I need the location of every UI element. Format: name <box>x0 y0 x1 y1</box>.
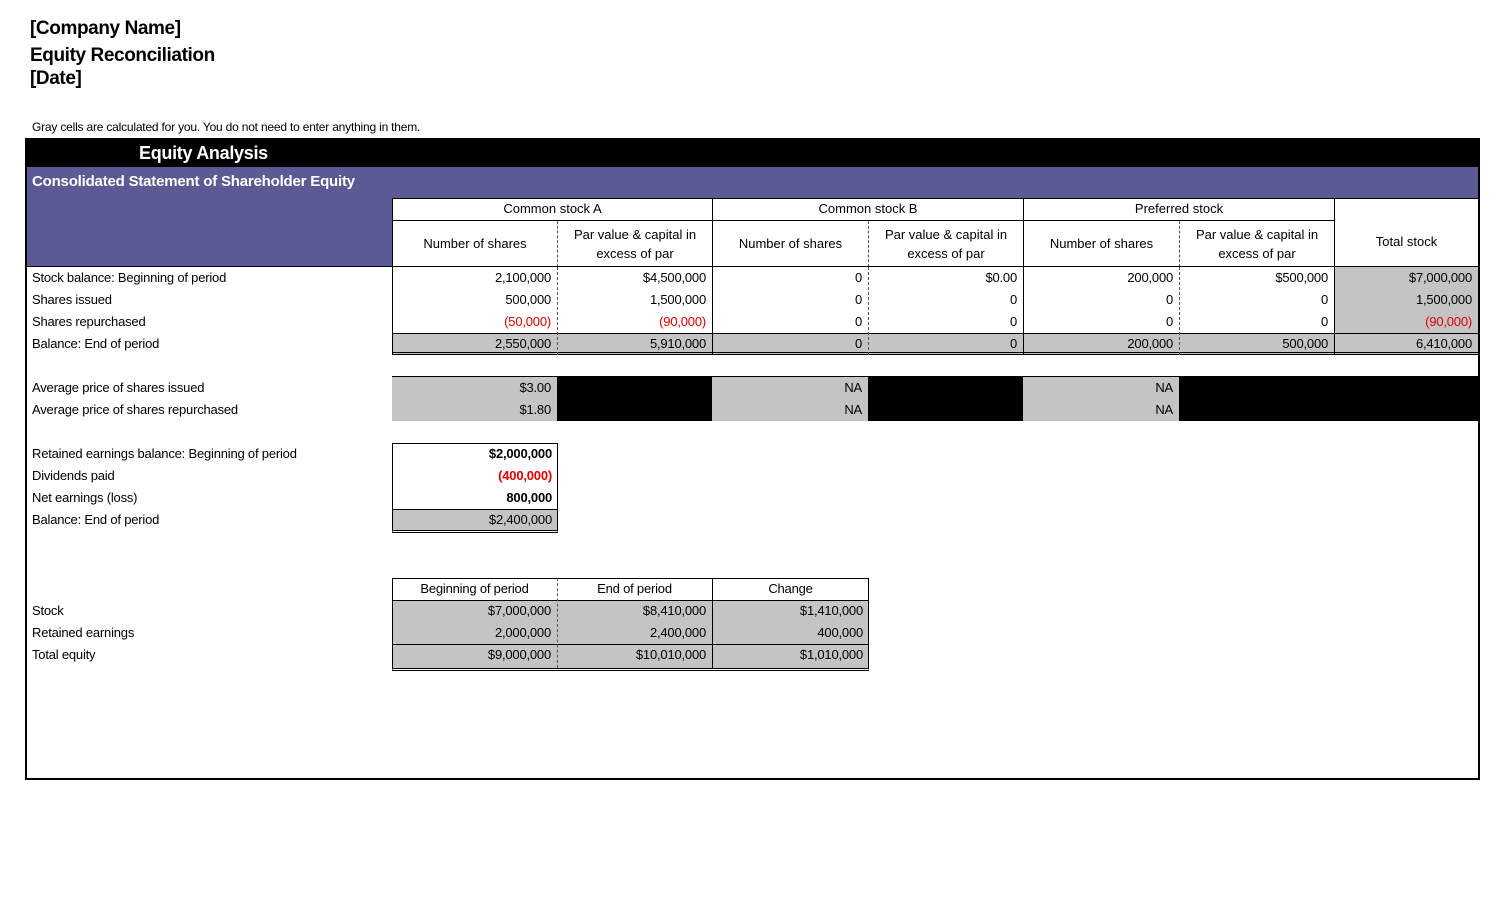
retained-begin-value[interactable]: $2,000,000 <box>488 446 552 461</box>
retained-row-label: Dividends paid <box>32 468 115 483</box>
stmt-cell[interactable]: (50,000) <box>504 314 551 329</box>
stmt-cell: 0 <box>854 336 862 351</box>
gray-cells-note: Gray cells are calculated for you. You do not need to enter anything in them. <box>32 120 421 134</box>
summary-cell: $1,010,000 <box>799 647 863 662</box>
equity-summary-section <box>27 578 877 673</box>
retained-row-label: Balance: End of period <box>32 512 160 527</box>
col-header-par-a: Par value & capital in excess of par <box>557 221 712 267</box>
col-header-par-p: Par value & capital in excess of par <box>1179 221 1334 267</box>
summary-cell: 2,000,000 <box>494 625 551 640</box>
stmt-cell[interactable]: 0 <box>1165 314 1173 329</box>
avg-price-a: $3.00 <box>519 380 551 395</box>
summary-cell: $10,010,000 <box>635 647 706 662</box>
stmt-cell: 5,910,000 <box>649 336 706 351</box>
col-header-shares-p: Number of shares <box>1023 221 1179 267</box>
summary-cell: 400,000 <box>817 625 863 640</box>
stmt-cell[interactable]: 0 <box>854 270 862 285</box>
statement-subtitle: Consolidated Statement of Shareholder Equity <box>27 167 1478 198</box>
stmt-cell: 200,000 <box>1127 336 1173 351</box>
summary-cell: $8,410,000 <box>642 603 706 618</box>
avg-price-b: NA <box>844 402 862 417</box>
stmt-cell: 500,000 <box>1282 336 1328 351</box>
retained-row-label: Retained earnings balance: Beginning of period <box>32 446 297 461</box>
col-header-total: Total stock <box>1334 199 1478 267</box>
report-date: [Date] <box>30 68 82 89</box>
stmt-row-label: Stock balance: Beginning of period <box>32 270 227 285</box>
report-title: Equity Reconciliation <box>30 45 215 66</box>
col-header-shares-a: Number of shares <box>392 221 557 267</box>
avg-row-label: Average price of shares repurchased <box>32 402 238 417</box>
summary-cell: 2,400,000 <box>649 625 706 640</box>
summary-row-label: Retained earnings <box>32 625 135 640</box>
stmt-cell[interactable]: 2,100,000 <box>494 270 551 285</box>
stmt-row-label: Shares issued <box>32 292 112 307</box>
stmt-cell[interactable]: (90,000) <box>659 314 706 329</box>
avg-price-a: $1.80 <box>519 402 551 417</box>
summary-row-label: Stock <box>32 603 64 618</box>
net-earnings-value[interactable]: 800,000 <box>506 490 552 505</box>
stmt-cell: 2,550,000 <box>494 336 551 351</box>
blacked-out-cells <box>1179 377 1478 421</box>
equity-analysis-title: Equity Analysis <box>27 140 1478 167</box>
stmt-cell[interactable]: 0 <box>1009 292 1017 307</box>
average-price-section <box>27 377 1478 421</box>
stmt-row-label: Shares repurchased <box>32 314 146 329</box>
avg-price-b: NA <box>844 380 862 395</box>
stmt-cell[interactable]: 200,000 <box>1127 270 1173 285</box>
stmt-cell[interactable]: 0 <box>1320 292 1328 307</box>
blacked-out-cells <box>557 377 712 421</box>
section-separator <box>392 356 1478 377</box>
equity-analysis-sheet <box>25 138 1480 780</box>
summary-cell: $7,000,000 <box>487 603 551 618</box>
avg-price-p: NA <box>1155 380 1173 395</box>
summary-row-label: Total equity <box>32 647 96 662</box>
col-header-shares-b: Number of shares <box>712 221 868 267</box>
statement-column-headers <box>392 198 1478 266</box>
avg-price-p: NA <box>1155 402 1173 417</box>
statement-body <box>27 266 1478 356</box>
stmt-cell[interactable]: 0 <box>854 314 862 329</box>
stmt-cell[interactable]: $500,000 <box>1275 270 1328 285</box>
summary-col-header: Beginning of period <box>420 581 529 596</box>
blacked-out-cells <box>868 377 1023 421</box>
summary-col-header: End of period <box>597 581 672 596</box>
retained-end-value: $2,400,000 <box>488 512 552 527</box>
stmt-cell[interactable]: 0 <box>1320 314 1328 329</box>
stmt-total-cell: 1,500,000 <box>1415 292 1472 307</box>
summary-col-header: Change <box>768 581 813 596</box>
stmt-cell[interactable]: $4,500,000 <box>642 270 706 285</box>
summary-cell: $1,410,000 <box>799 603 863 618</box>
stmt-cell[interactable]: 0 <box>1165 292 1173 307</box>
stmt-cell[interactable]: 0 <box>1009 314 1017 329</box>
group-header-preferred: Preferred stock <box>1023 199 1334 221</box>
retained-row-label: Net earnings (loss) <box>32 490 138 505</box>
statement-header-block <box>27 198 392 266</box>
avg-row-label: Average price of shares issued <box>32 380 205 395</box>
stmt-cell[interactable]: 0 <box>854 292 862 307</box>
stmt-row-label: Balance: End of period <box>32 336 160 351</box>
stmt-total-cell: $7,000,000 <box>1408 270 1472 285</box>
stmt-cell: 0 <box>1009 336 1017 351</box>
group-header-common-b: Common stock B <box>712 199 1023 221</box>
stmt-cell[interactable]: 1,500,000 <box>649 292 706 307</box>
stmt-cell[interactable]: 500,000 <box>505 292 551 307</box>
stmt-total-cell: (90,000) <box>1425 314 1472 329</box>
stmt-total-cell: 6,410,000 <box>1415 336 1472 351</box>
company-name: [Company Name] <box>30 18 181 39</box>
group-header-common-a: Common stock A <box>392 199 712 221</box>
col-header-par-b: Par value & capital in excess of par <box>868 221 1023 267</box>
retained-earnings-section <box>27 443 567 535</box>
dividends-value[interactable]: (400,000) <box>498 468 552 483</box>
stmt-cell[interactable]: $0.00 <box>985 270 1017 285</box>
summary-cell: $9,000,000 <box>487 647 551 662</box>
